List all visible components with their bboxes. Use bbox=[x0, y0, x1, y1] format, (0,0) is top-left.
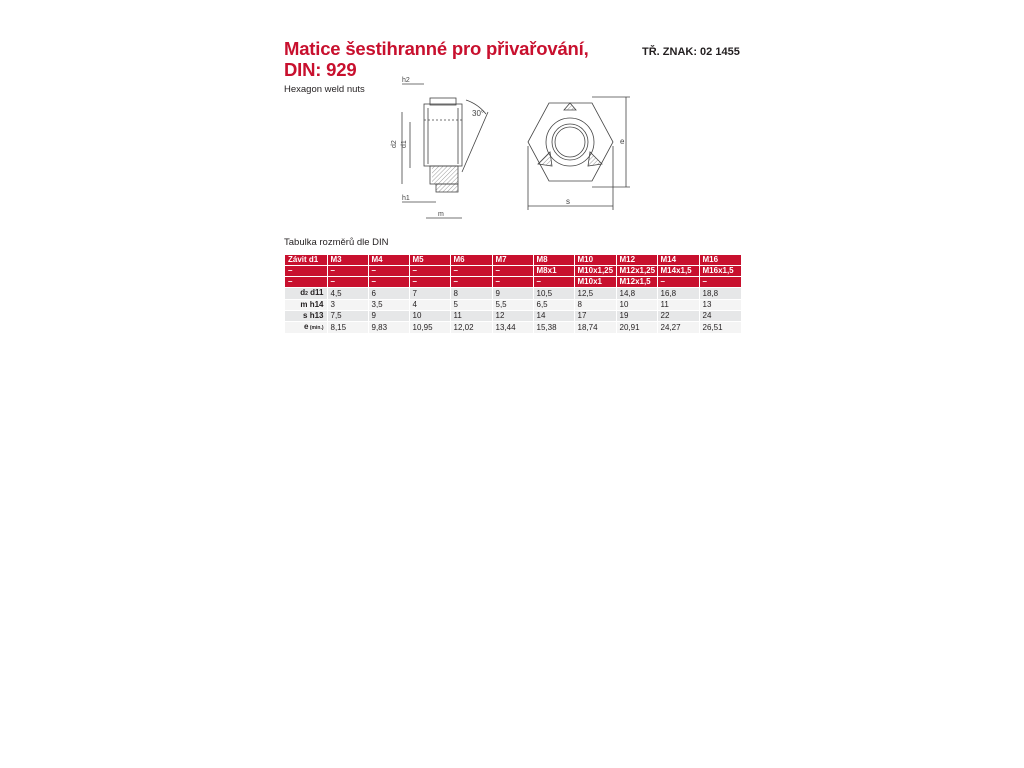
header-cell: M16x1,5 bbox=[699, 266, 741, 277]
label-d1: d1 bbox=[401, 140, 408, 148]
header-cell: M10 bbox=[574, 255, 616, 266]
table-cell: 14 bbox=[533, 311, 574, 322]
table-cell: 5 bbox=[450, 300, 492, 311]
table-cell: 12 bbox=[492, 311, 533, 322]
header-cell: M12x1,25 bbox=[616, 266, 657, 277]
table-cell: 13,44 bbox=[492, 322, 533, 334]
header-cell: – bbox=[409, 277, 450, 288]
table-cell: 3 bbox=[327, 300, 368, 311]
row-label: e bbox=[304, 322, 309, 331]
table-cell: 8,15 bbox=[327, 322, 368, 334]
table-header-row bbox=[285, 277, 741, 288]
header-cell: – bbox=[327, 277, 368, 288]
table-cell: 12,02 bbox=[450, 322, 492, 334]
table-cell: 22 bbox=[657, 311, 699, 322]
table-cell: 7,5 bbox=[327, 311, 368, 322]
table-cell: 26,51 bbox=[699, 322, 741, 334]
header-cell: – bbox=[492, 277, 533, 288]
header-cell: M12x1,5 bbox=[616, 277, 657, 288]
table-cell: 12,5 bbox=[574, 288, 616, 300]
label-e: e bbox=[620, 137, 625, 146]
table-cell: 10,5 bbox=[533, 288, 574, 300]
table-cell: 17 bbox=[574, 311, 616, 322]
table-cell: 24 bbox=[699, 311, 741, 322]
label-d2: d2 bbox=[391, 140, 398, 148]
table-cell: 10 bbox=[616, 300, 657, 311]
header-cell: M16 bbox=[699, 255, 741, 266]
title-line-1: Matice šestihranné pro přivařování, bbox=[284, 38, 589, 59]
table-cell: 13 bbox=[699, 300, 741, 311]
table-cell: 16,8 bbox=[657, 288, 699, 300]
technical-drawing bbox=[380, 72, 640, 230]
table-cell: 15,38 bbox=[533, 322, 574, 334]
header-cell: – bbox=[450, 266, 492, 277]
table-cell: 10 bbox=[409, 311, 450, 322]
table-cell: 20,91 bbox=[616, 322, 657, 334]
table-cell: 6 bbox=[368, 288, 409, 300]
side-view bbox=[402, 84, 488, 218]
table-cell: 8 bbox=[450, 288, 492, 300]
header-cell: M8x1 bbox=[533, 266, 574, 277]
subtitle: Hexagon weld nuts bbox=[284, 84, 365, 95]
header-label-cell: – bbox=[285, 266, 327, 277]
table-header-row bbox=[285, 266, 741, 277]
title-line-2: DIN: 929 bbox=[284, 59, 357, 80]
header-cell: M3 bbox=[327, 255, 368, 266]
row-label: m h14 bbox=[300, 300, 324, 309]
row-label-cell bbox=[285, 322, 327, 334]
table-cell: 4,5 bbox=[327, 288, 368, 300]
label-s: s bbox=[566, 197, 570, 206]
table-cell: 9 bbox=[368, 311, 409, 322]
table-cell: 9,83 bbox=[368, 322, 409, 334]
table-cell: 11 bbox=[657, 300, 699, 311]
table-cell: 18,74 bbox=[574, 322, 616, 334]
dimensions-table bbox=[285, 255, 742, 334]
table-row bbox=[285, 322, 741, 334]
header-cell: – bbox=[368, 266, 409, 277]
table-cell: 19 bbox=[616, 311, 657, 322]
header-cell: M10x1 bbox=[574, 277, 616, 288]
header-cell: M12 bbox=[616, 255, 657, 266]
row-label-cell bbox=[285, 288, 327, 300]
header-label-cell: – bbox=[285, 277, 327, 288]
header-cell: – bbox=[533, 277, 574, 288]
table-row bbox=[285, 311, 741, 322]
header-cell: M14 bbox=[657, 255, 699, 266]
header-cell: – bbox=[409, 266, 450, 277]
header-cell: M8 bbox=[533, 255, 574, 266]
product-code: TŘ. ZNAK: 02 1455 bbox=[642, 46, 740, 58]
header-cell: M10x1,25 bbox=[574, 266, 616, 277]
table-cell: 5,5 bbox=[492, 300, 533, 311]
row-label: d bbox=[300, 288, 306, 297]
label-angle: 30° bbox=[472, 109, 485, 118]
label-h2: h2 bbox=[402, 77, 410, 84]
table-row bbox=[285, 300, 741, 311]
table-cell: 11 bbox=[450, 311, 492, 322]
row-label-subscript: (min.) bbox=[308, 325, 324, 331]
header-cell: M4 bbox=[368, 255, 409, 266]
table-cell: 10,95 bbox=[409, 322, 450, 334]
table-cell: 18,8 bbox=[699, 288, 741, 300]
row-label-subscript: 2 bbox=[305, 291, 308, 297]
table-cell: 24,27 bbox=[657, 322, 699, 334]
table-cell: 3,5 bbox=[368, 300, 409, 311]
row-label-suffix: d11 bbox=[307, 288, 324, 297]
top-view bbox=[528, 97, 630, 210]
header-label-cell: Závit d1 bbox=[285, 255, 327, 266]
header-cell: – bbox=[492, 266, 533, 277]
header-cell: – bbox=[699, 277, 741, 288]
table-cell: 8 bbox=[574, 300, 616, 311]
header-cell: M14x1,5 bbox=[657, 266, 699, 277]
table-cell: 6,5 bbox=[533, 300, 574, 311]
header-cell: – bbox=[657, 277, 699, 288]
header-cell: – bbox=[327, 266, 368, 277]
table-cell: 14,8 bbox=[616, 288, 657, 300]
table-cell: 9 bbox=[492, 288, 533, 300]
table-cell: 4 bbox=[409, 300, 450, 311]
table-cell: 7 bbox=[409, 288, 450, 300]
table-caption: Tabulka rozměrů dle DIN bbox=[284, 237, 389, 248]
header-cell: M6 bbox=[450, 255, 492, 266]
row-label-cell bbox=[285, 311, 327, 322]
label-h1: h1 bbox=[402, 195, 410, 202]
label-m: m bbox=[438, 211, 444, 218]
header-cell: – bbox=[368, 277, 409, 288]
header-cell: – bbox=[450, 277, 492, 288]
row-label-cell bbox=[285, 300, 327, 311]
header-cell: M5 bbox=[409, 255, 450, 266]
table-row bbox=[285, 288, 741, 300]
table-header-row bbox=[285, 255, 741, 266]
row-label: s h13 bbox=[303, 311, 324, 320]
header-cell: M7 bbox=[492, 255, 533, 266]
